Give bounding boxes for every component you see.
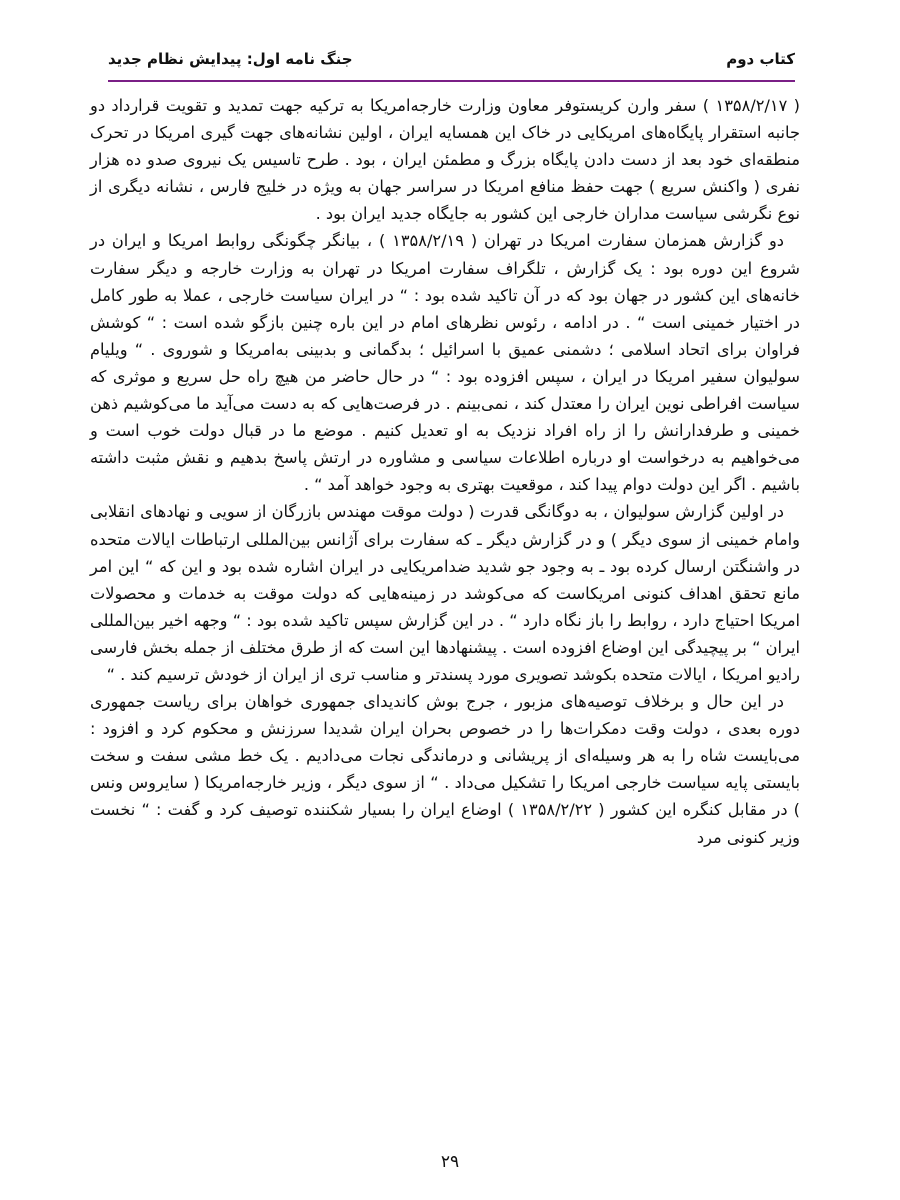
page-number: ۲۹	[440, 1152, 460, 1172]
paragraph-4: در این حال و برخلاف توصیه‌های مزبور ، جرج بوش کاندیدای جمهوری خواهان برای ریاست جمهوری دوره بعدی ، دولت وقت دمکرات‌ها را در خصوص بحران ایران شدیدا سرزنش و محکوم کرد و افزود : می‌بایست شاه را به هر وسیله‌ای از پریشانی و درماندگی نجات می‌دادیم . یک خط مشی سفت و سخت بایستی پایه سیاست خارجی امریکا را تشکیل می‌داد . “ از سوی دیگر ، وزیر خارجه‌امریکا ( سایروس ونس ) در مقابل کنگره این کشور ( ۱۳۵۸/۲/۲۲ ) اوضاع ایران را بسیار شکننده توصیف کرد و گفت : “ نخست وزیر کنونی مرد	[90, 692, 800, 847]
page-header	[108, 44, 795, 78]
header-divider	[108, 80, 795, 82]
body-text	[90, 92, 800, 851]
book-title: کتاب دوم	[726, 50, 795, 68]
paragraph-1: ( ۱۳۵۸/۲/۱۷ ) سفر وارن کریستوفر معاون وزارت خارجه‌امریکا به ترکیه جهت تمدید و تقویت قرارداد دو جانبه استقرار پایگاه‌های امریکایی در خاک این همسایه ایران ، اولین نشانه‌های جهت گیری امریکا در تحرک منطقه‌ای خود بعد از دست دادن پایگاه بزرگ و مطمئن ایران ، بود . طرح تاسیس یک نیروی صدو ده هزار نفری ( واکنش سریع ) جهت حفظ منافع امریکا در سراسر جهان به ویژه در خلیج فارس ، نشانه دیگری از نوع نگرشی سیاست مداران خارجی این کشور به جایگاه جدید ایران بود .	[90, 96, 800, 224]
paragraph-3: در اولین گزارش سولیوان ، به دوگانگی قدرت ( دولت موقت مهندس بازرگان از سویی و نهادهای انقلابی وامام خمینی از سوی دیگر ) و در گزارش دیگر ـ که سفارت برای آژانس بین‌المللی ارتباطات ایالات متحده در واشنگتن ارسال کرده بود ـ به وجود جو شدید ضدامریکایی در ایران اشاره شده بود و این که “ این امر مانع تحقق اهداف کنونی امریکاست که می‌کوشد در زمینه‌هایی که دولت موقت به خدمات و محصولات امریکا احتیاج دارد ، روابط را باز نگاه دارد “ . در این گزارش سپس تاکید شده بود : “ وجهه اخیر بین‌المللی ایران “ بر پیچیدگی این اوضاع افزوده است . پیشنهادها این است که از طرق مختلف از جمله بخش فارسی رادیو امریکا ، ایالات متحده بکوشد تصویری مورد پسندتر و مناسب تری از ایران از خودش ترسیم کند . “	[90, 502, 800, 684]
section-title: جنگ نامه اول: پیدایش نظام جدید	[108, 50, 353, 68]
paragraph-2: دو گزارش همزمان سفارت امریکا در تهران ( ۱۳۵۸/۲/۱۹ ) ، بیانگر چگونگی روابط امریکا و ایران در شروع این دوره بود : یک گزارش ، تلگراف سفارت امریکا در تهران به وزارت خارجه و دیگر سفارت خانه‌های این کشور در جهان بود که در آن تاکید شده بود : “ در ایران سیاست خارجی ، عملا به طور کامل در اختیار خمینی است “ . در ادامه ، رئوس نظرهای امام در این باره چنین بازگو شده است : “ کوشش فراوان برای اتحاد اسلامی ؛ دشمنی عمیق با اسرائیل ؛ بدگمانی و بدبینی به‌امریکا و شوروی . “ ویلیام سولیوان سفیر امریکا در ایران ، سپس افزوده بود : “ در حال حاضر من هیچ راه حل سریع و موثری که سیاست افراطی نوین ایران را معتدل کند ، نمی‌بینم . در فرصت‌هایی که به دست می‌آید ما می‌کوشیم ذهن خمینی و طرفدارانش را از راه افراد نزدیک به او تعدیل کنیم . موضع ما در قبال دولت خوب است و می‌خواهیم به درخواست او درباره اطلاعات سیاسی و مشاوره در ارتش پاسخ بدهیم و نقش مثبت داشته باشیم . اگر این دولت دوام پیدا کند ، موقعیت بهتری به وجود خواهد آمد “ .	[90, 231, 800, 495]
